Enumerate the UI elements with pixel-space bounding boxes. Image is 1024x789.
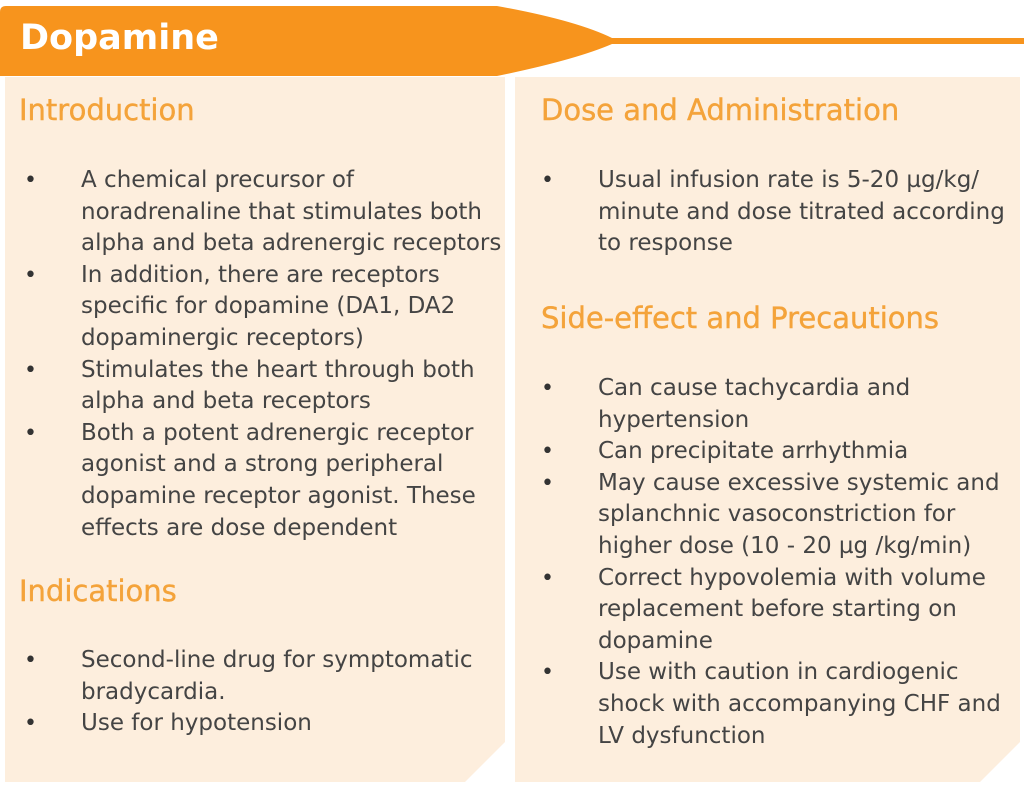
- list-item: • Can precipitate arrhythmia: [541, 436, 1020, 468]
- title-banner: [0, 0, 1024, 76]
- list-item: • Use for hypotension: [24, 708, 494, 740]
- dose-list: [541, 165, 1020, 260]
- introduction-list: [24, 165, 505, 544]
- indications-list: [24, 645, 494, 740]
- list-item: • In addition, there are receptors specific for dopamine (DA1, DA2 dopaminergic receptors): [24, 260, 505, 355]
- list-item: • A chemical precursor of noradrenaline that stimulates both alpha and beta adrenergic receptors: [24, 165, 505, 260]
- indications-heading: Indications: [19, 574, 177, 608]
- list-item: • Stimulates the heart through both alpha and beta receptors: [24, 355, 505, 418]
- left-panel: [5, 77, 505, 782]
- introduction-heading: Introduction: [19, 93, 195, 127]
- list-item: • May cause excessive systemic and splanchnic vasoconstriction for higher dose (10 - 20 µg /kg/min): [541, 468, 1020, 563]
- list-item: • Usual infusion rate is 5-20 µg/kg/ minute and dose titrated according to response: [541, 165, 1020, 260]
- list-item: • Second-line drug for symptomatic bradycardia.: [24, 645, 494, 708]
- page-title: Dopamine: [20, 18, 219, 58]
- side-effects-list: [541, 373, 1020, 752]
- list-item: • Can cause tachycardia and hypertension: [541, 373, 1020, 436]
- list-item: • Correct hypovolemia with volume replacement before starting on dopamine: [541, 563, 1020, 658]
- list-item: • Use with caution in cardiogenic shock with accompanying CHF and LV dysfunction: [541, 657, 1020, 752]
- list-item: • Both a potent adrenergic receptor agonist and a strong peripheral dopamine receptor agonist. These effects are dose dependent: [24, 418, 505, 544]
- right-panel: [515, 77, 1020, 782]
- dose-heading: Dose and Administration: [541, 93, 900, 127]
- side-effects-heading: Side-effect and Precautions: [541, 301, 940, 335]
